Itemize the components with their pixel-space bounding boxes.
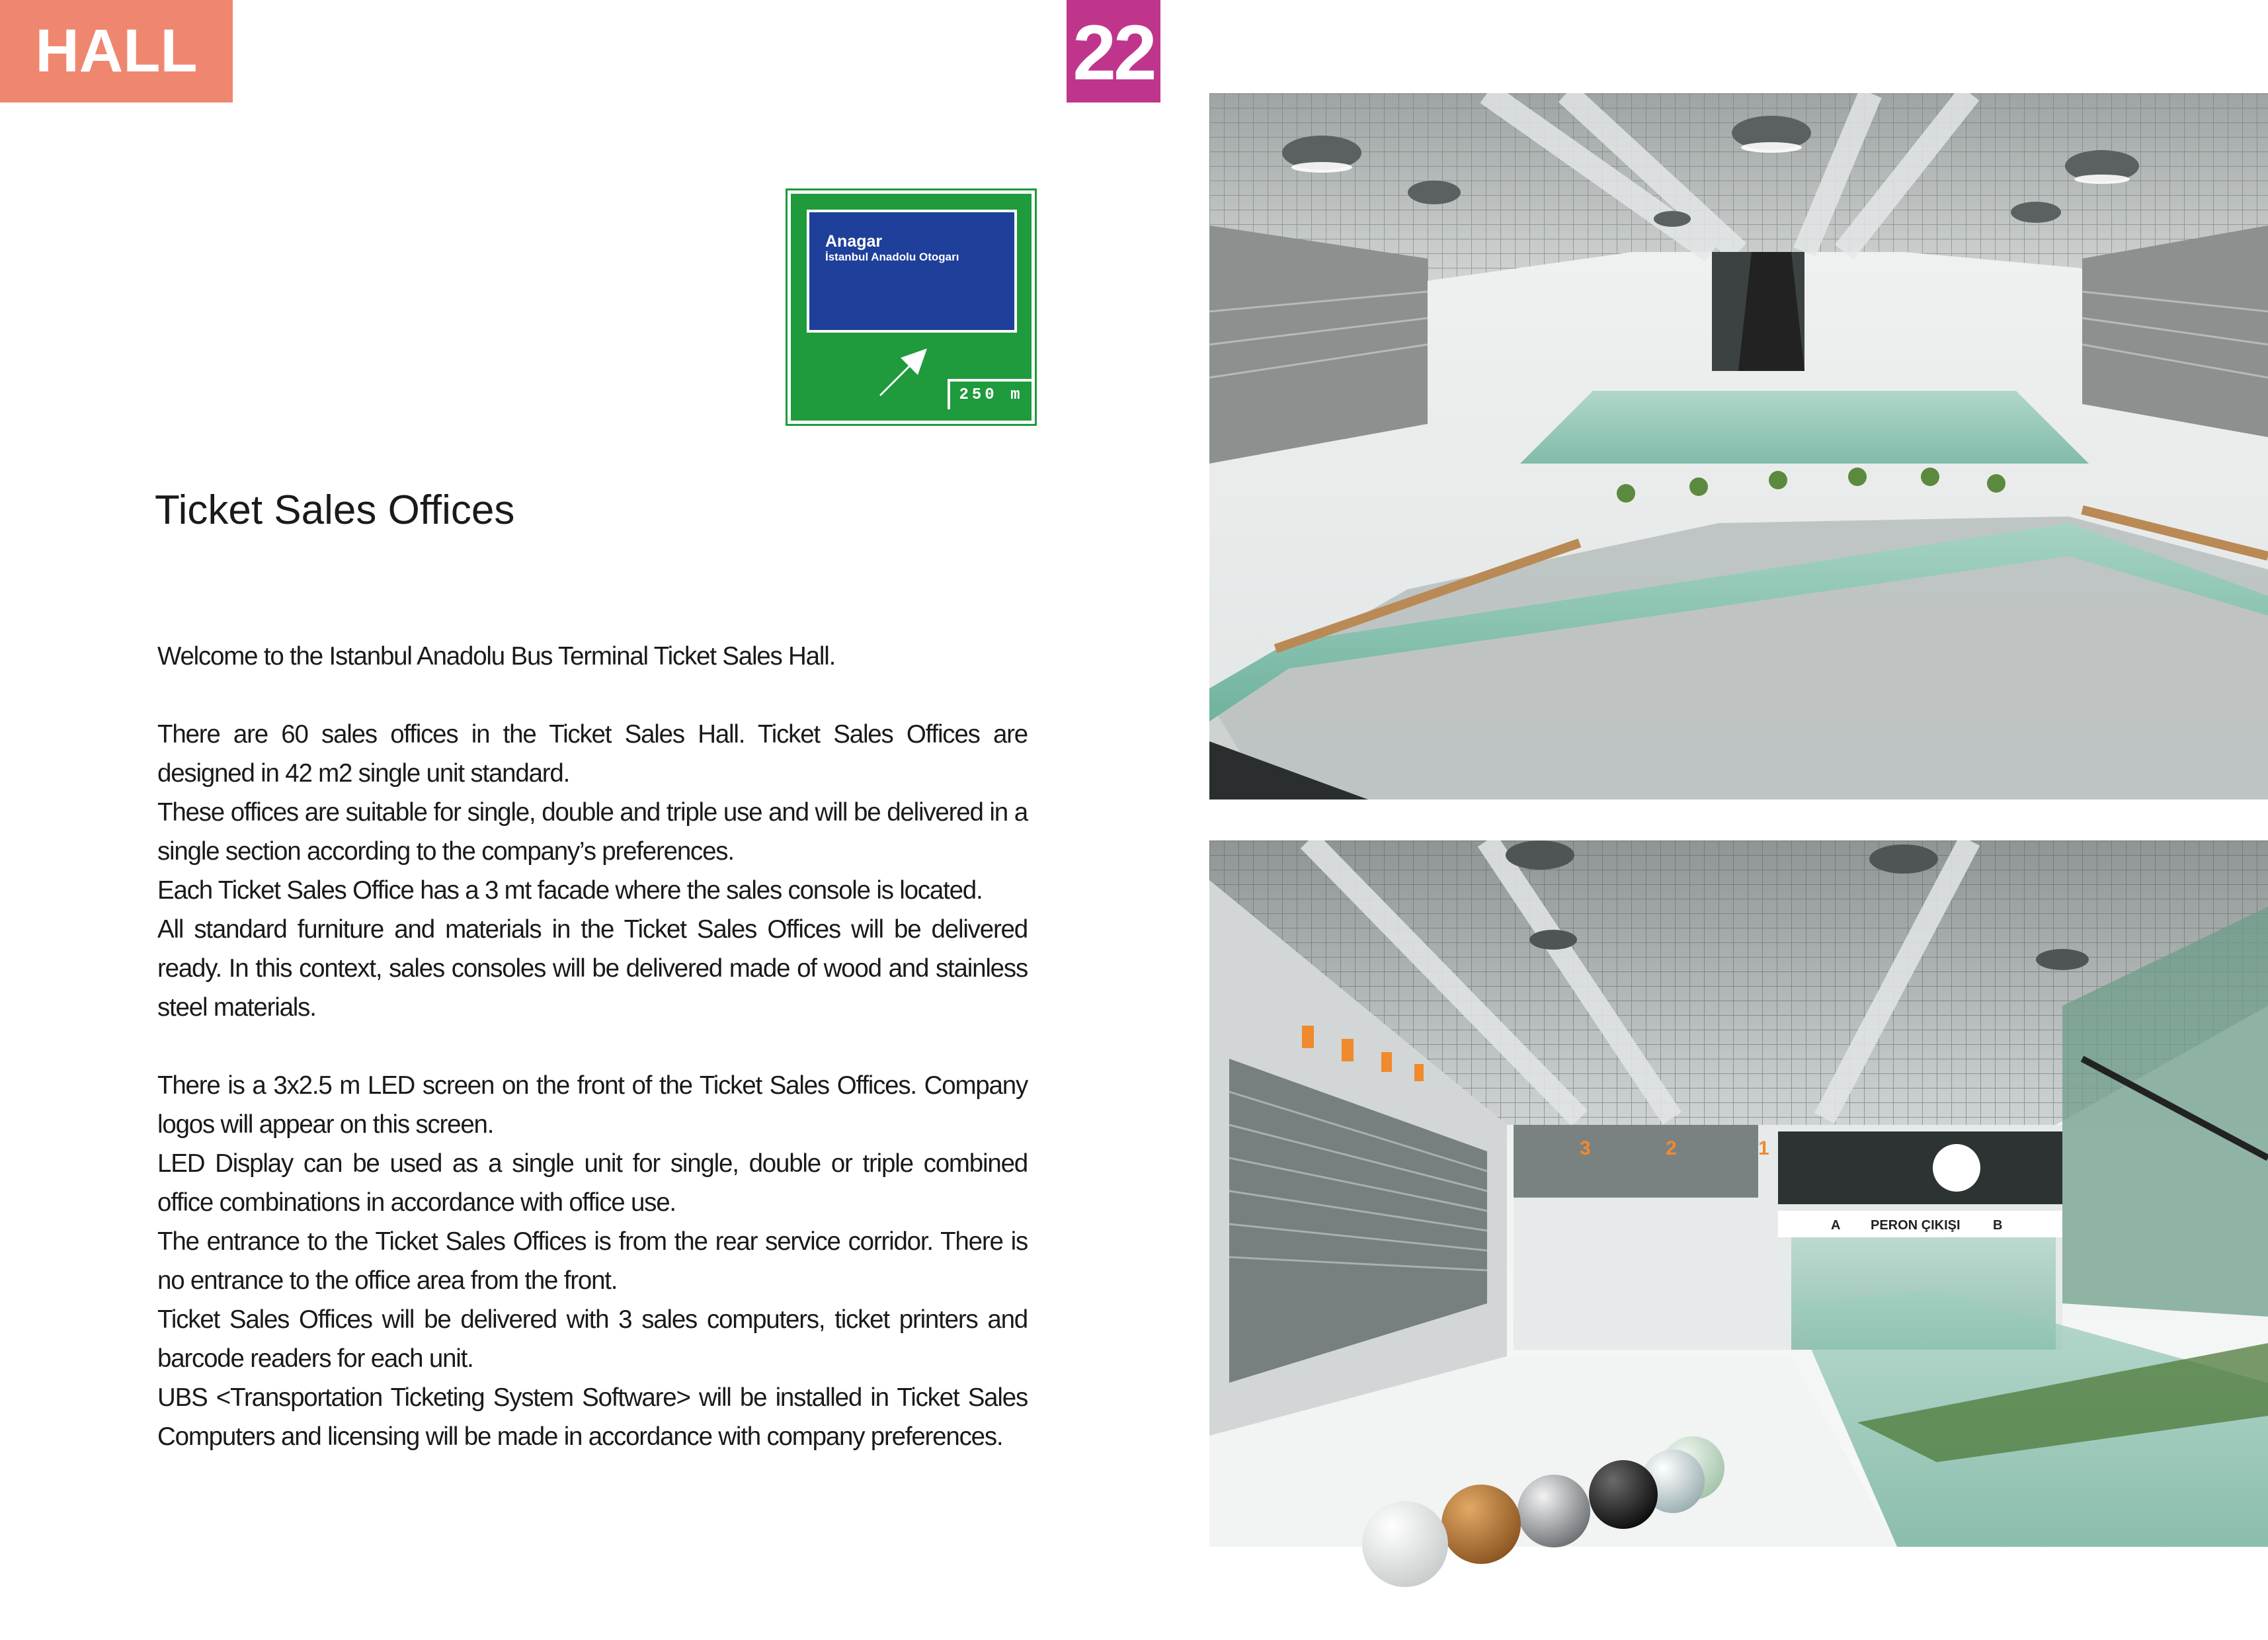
paragraph: Welcome to the Istanbul Anadolu Bus Terminal Ticket Sales Hall.	[157, 642, 836, 671]
material-swatch	[1441, 1485, 1521, 1564]
paragraph: These offices are suitable for single, double and triple use and will be delivered in a single section according to the company’s preferences.	[157, 798, 1028, 866]
paragraph: Each Ticket Sales Office has a 3 mt facade where the sales console is located.	[157, 876, 983, 905]
material-swatch	[1362, 1501, 1448, 1587]
hall-render-overview	[1209, 93, 2268, 800]
paragraph: LED Display can be used as a single unit for single, double or triple combined office combinations in accordance with office use.	[157, 1149, 1028, 1217]
section-tab-hall: HALL	[0, 0, 233, 102]
office-number: 3	[1580, 1137, 1591, 1159]
paragraph: All standard furniture and materials in the Ticket Sales Offices will be delivered ready. In this context, sales consoles will be delivered made of wood and stainless steel materials.	[157, 915, 1028, 1022]
paragraph: There are 60 sales offices in the Ticket Sales Hall. Ticket Sales Offices are designed in 42 m2 single unit standard.	[157, 720, 1028, 788]
arrow-up-right-icon	[870, 339, 936, 405]
paragraph: UBS <Transportation Ticketing System Software> will be installed in Ticket Sales Computers and licensing will be made in accordance with company preferences.	[157, 1383, 1028, 1451]
road-sign-subtitle: İstanbul Anadolu Otogarı	[825, 251, 959, 263]
office-number: 1	[1758, 1137, 1769, 1159]
page-number: 22	[1067, 0, 1160, 102]
paragraph: There is a 3x2.5 m LED screen on the front of the Ticket Sales Offices. Company logos will appear on this screen.	[157, 1071, 1028, 1139]
platform-exit-sign: PERON ÇIKIŞI	[1871, 1218, 1961, 1233]
road-sign-title: Anagar	[825, 232, 883, 251]
road-sign	[788, 190, 1035, 424]
material-swatches	[1356, 1428, 1765, 1600]
paragraph: Ticket Sales Offices will be delivered with 3 sales computers, ticket printers and barcode readers for each unit.	[157, 1305, 1028, 1373]
material-swatch	[1518, 1475, 1590, 1547]
paragraph: The entrance to the Ticket Sales Offices is from the rear service corridor. There is no entrance to the office area from the front.	[157, 1227, 1028, 1295]
office-number: 2	[1666, 1137, 1677, 1159]
page-title: Ticket Sales Offices	[155, 487, 515, 533]
signage-letter-b: B	[1993, 1218, 2003, 1233]
material-swatch	[1589, 1460, 1658, 1529]
road-sign-distance: 250 m	[948, 379, 1032, 409]
road-sign-panel	[807, 210, 1017, 333]
body-text	[157, 637, 1028, 1456]
signage-letter-a: A	[1831, 1218, 1841, 1233]
